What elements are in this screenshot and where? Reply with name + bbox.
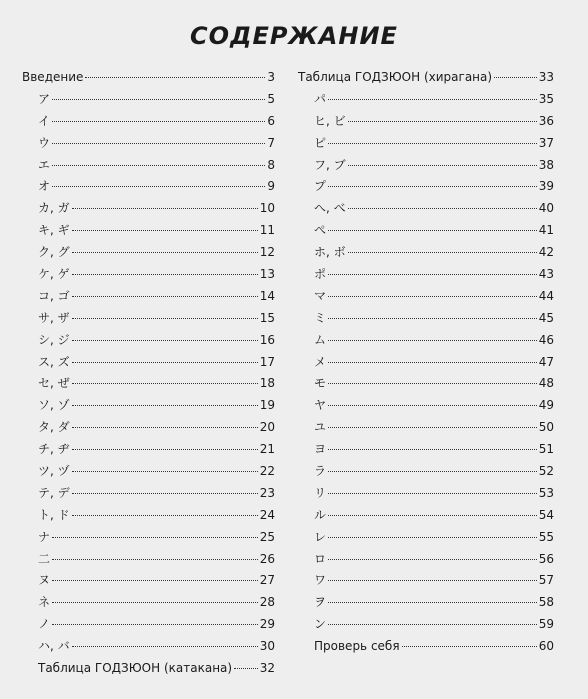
toc-entry-page: 45 [538, 310, 554, 325]
toc-entry [22, 286, 275, 308]
toc-entry [298, 264, 554, 286]
toc-entry-page: 55 [538, 529, 554, 544]
toc-entry [22, 592, 275, 614]
toc-entry-page: 18 [259, 376, 275, 391]
toc-entry-page: 3 [267, 70, 275, 84]
dot-leader [52, 624, 258, 625]
dot-leader [348, 208, 537, 209]
toc-entry-label: ワ [314, 573, 327, 588]
toc-entry-label: モ [314, 376, 327, 391]
dot-leader [328, 515, 537, 516]
dot-leader [52, 559, 258, 560]
dot-leader [72, 449, 258, 450]
toc-entry-label: ソ, ゾ [38, 398, 70, 413]
dot-leader [72, 471, 258, 472]
toc-entry-label: シ, ジ [38, 332, 70, 347]
toc-entry-page: 40 [538, 201, 554, 216]
toc-entry [298, 549, 554, 571]
dot-leader [348, 165, 537, 166]
toc-entry-label: プ [314, 179, 327, 194]
toc-entry-page: 51 [538, 442, 554, 457]
toc-entry-label: Таблица ГОДЗЮОН (хирагана) [298, 70, 493, 84]
toc-entry-page: 29 [259, 617, 275, 632]
toc-entry-page: 24 [259, 507, 275, 522]
dot-leader [328, 318, 537, 319]
toc-entry-label: ヲ [314, 595, 327, 610]
toc-entry [298, 286, 554, 308]
toc-entry-label: ス, ズ [38, 354, 70, 369]
toc-entry-page: 15 [259, 310, 275, 325]
toc-entry-label: ウ [38, 135, 51, 150]
dot-leader [72, 646, 258, 647]
toc-entry [298, 155, 554, 177]
dot-leader [328, 493, 537, 494]
toc-entry-label: フ, ブ [314, 157, 346, 172]
dot-leader [328, 471, 537, 472]
toc-entry [22, 570, 275, 592]
toc-entry-label: ア [38, 91, 51, 106]
toc-entry [22, 417, 275, 439]
toc-entry [22, 133, 275, 155]
toc-entry-page: 9 [267, 179, 275, 194]
dot-leader [328, 99, 537, 100]
dot-leader [72, 274, 258, 275]
toc-entry-page: 13 [259, 267, 275, 282]
dot-leader [52, 537, 258, 538]
toc-entry [22, 527, 275, 549]
toc-entry [22, 636, 275, 658]
dot-leader [328, 274, 537, 275]
dot-leader [348, 252, 537, 253]
dot-leader [328, 537, 537, 538]
toc-entry-label: ヨ [314, 442, 327, 457]
toc-entry-label: メ [314, 354, 327, 369]
dot-leader [72, 427, 258, 428]
toc-entry [298, 198, 554, 220]
toc-entry [22, 461, 275, 483]
dot-leader [494, 77, 537, 78]
toc-entry-label: ピ [314, 135, 327, 150]
toc-entry-label: ル [314, 507, 327, 522]
toc-entry [298, 373, 554, 395]
toc-entry-label: ン [314, 617, 327, 632]
toc-entry [298, 67, 554, 89]
toc-entry [22, 308, 275, 330]
toc-left-column [22, 67, 275, 680]
toc-entry [22, 395, 275, 417]
toc-entry-page: 12 [259, 245, 275, 260]
toc-entry-label: ヌ [38, 573, 51, 588]
toc-entry [298, 330, 554, 352]
dot-leader [85, 77, 265, 78]
toc-entry [298, 570, 554, 592]
dot-leader [72, 405, 258, 406]
toc-entry-label: Проверь себя [314, 639, 400, 654]
toc-entry-page: 46 [538, 332, 554, 347]
toc-entry [22, 505, 275, 527]
dot-leader [72, 362, 258, 363]
toc-entry [298, 505, 554, 527]
toc-entry-page: 5 [267, 91, 275, 106]
toc-entry-page: 21 [259, 442, 275, 457]
toc-entry [22, 614, 275, 636]
toc-entry-page: 58 [538, 595, 554, 610]
toc-entry-label: テ, デ [38, 485, 70, 500]
toc-entry-page: 60 [538, 639, 554, 654]
toc-entry [22, 373, 275, 395]
toc-entry-page: 27 [259, 573, 275, 588]
toc-entry-page: 25 [259, 529, 275, 544]
dot-leader [328, 340, 537, 341]
toc-entry-label: Введение [22, 70, 84, 84]
dot-leader [328, 405, 537, 406]
toc-entry [22, 198, 275, 220]
toc-entry-page: 10 [259, 201, 275, 216]
toc-entry [22, 352, 275, 374]
toc-entry-page: 52 [538, 464, 554, 479]
toc-entry-label: パ [314, 91, 327, 106]
dot-leader [328, 186, 537, 187]
toc-entry-page: 6 [267, 113, 275, 128]
dot-leader [328, 427, 537, 428]
toc-entry-page: 23 [259, 485, 275, 500]
toc-entry-page: 47 [538, 354, 554, 369]
toc-entry-page: 22 [259, 464, 275, 479]
toc-entry-page: 36 [538, 113, 554, 128]
dot-leader [328, 383, 537, 384]
toc-entry-page: 20 [259, 420, 275, 435]
dot-leader [328, 580, 537, 581]
toc-entry [298, 89, 554, 111]
toc-entry-page: 56 [538, 551, 554, 566]
toc-entry-label: ホ, ボ [314, 245, 346, 260]
toc-entry-page: 14 [259, 288, 275, 303]
toc-entry [22, 483, 275, 505]
toc-entry [298, 220, 554, 242]
toc-entry-label: サ, ザ [38, 310, 70, 325]
toc-entry-label: ラ [314, 464, 327, 479]
dot-leader [52, 186, 265, 187]
dot-leader [52, 165, 265, 166]
toc-entry-page: 17 [259, 354, 275, 369]
toc-entry [22, 264, 275, 286]
dot-leader [52, 143, 265, 144]
toc-entry-page: 48 [538, 376, 554, 391]
toc-entry-page: 19 [259, 398, 275, 413]
toc-entry-label: ヤ [314, 398, 327, 413]
toc-entry [298, 636, 554, 658]
toc-entry-page: 39 [538, 179, 554, 194]
dot-leader [72, 230, 258, 231]
toc-entry [22, 658, 275, 680]
dot-leader [234, 668, 258, 669]
toc-entry-page: 43 [538, 267, 554, 282]
toc-entry [298, 352, 554, 374]
toc-entry-label: ミ [314, 310, 327, 325]
toc-right-column [298, 67, 554, 658]
dot-leader [52, 121, 265, 122]
toc-entry [22, 67, 275, 89]
toc-entry [298, 242, 554, 264]
toc-entry-label: ぺ [314, 223, 327, 238]
toc-entry-label: ロ [314, 551, 327, 566]
dot-leader [328, 559, 537, 560]
toc-entry-label: ト, ド [38, 507, 70, 522]
toc-entry-page: 57 [538, 573, 554, 588]
toc-entry-page: 32 [259, 661, 275, 676]
dot-leader [72, 296, 258, 297]
dot-leader [52, 602, 258, 603]
dot-leader [52, 580, 258, 581]
toc-entry-label: イ [38, 113, 51, 128]
toc-entry-page: 42 [538, 245, 554, 260]
toc-entry [298, 483, 554, 505]
toc-entry [22, 89, 275, 111]
toc-entry-page: 26 [259, 551, 275, 566]
toc-entry-page: 30 [259, 639, 275, 654]
dot-leader [72, 318, 258, 319]
toc-entry-page: 37 [538, 135, 554, 150]
dot-leader [72, 515, 258, 516]
toc-entry [22, 439, 275, 461]
toc-entry-page: 38 [538, 157, 554, 172]
toc-entry [22, 220, 275, 242]
toc-entry-page: 28 [259, 595, 275, 610]
toc-entry-label: ポ [314, 267, 327, 282]
toc-entry-page: 16 [259, 332, 275, 347]
dot-leader [72, 383, 258, 384]
toc-entry [22, 111, 275, 133]
toc-entry-label: レ [314, 529, 327, 544]
toc-entry [22, 242, 275, 264]
page-title: СОДЕРЖАНИЕ [190, 22, 398, 50]
dot-leader [328, 624, 537, 625]
toc-entry-page: 11 [259, 223, 275, 238]
toc-entry-page: 44 [538, 288, 554, 303]
toc-entry [298, 111, 554, 133]
toc-entry [298, 176, 554, 198]
toc-entry-label: オ [38, 179, 51, 194]
toc-entry-page: 50 [538, 420, 554, 435]
dot-leader [328, 362, 537, 363]
toc-entry-label: へ, べ [314, 201, 346, 216]
toc-entry [298, 461, 554, 483]
toc-entry [298, 439, 554, 461]
toc-entry-label: ネ [38, 595, 51, 610]
toc-entry-label: ナ [38, 529, 51, 544]
toc-entry-label: ツ, ヅ [38, 464, 70, 479]
toc-entry [22, 176, 275, 198]
toc-entry-label: カ, ガ [38, 201, 70, 216]
toc-entry-page: 59 [538, 617, 554, 632]
toc-entry-label: ケ, ゲ [38, 267, 70, 282]
toc-entry-label: ム [314, 332, 327, 347]
toc-entry-label: マ [314, 288, 327, 303]
toc-entry-label: 二 [38, 551, 51, 566]
dot-leader [328, 143, 537, 144]
dot-leader [72, 340, 258, 341]
toc-entry [22, 155, 275, 177]
dot-leader [52, 99, 265, 100]
toc-entry [22, 330, 275, 352]
dot-leader [402, 646, 537, 647]
toc-entry-page: 35 [538, 91, 554, 106]
toc-entry-label: キ, ギ [38, 223, 70, 238]
dot-leader [328, 602, 537, 603]
dot-leader [72, 493, 258, 494]
dot-leader [72, 208, 258, 209]
toc-entry-page: 53 [538, 485, 554, 500]
toc-entry-label: ユ [314, 420, 327, 435]
toc-entry-label: セ, ぜ [38, 376, 70, 391]
toc-entry-label: ク, グ [38, 245, 70, 260]
toc-entry-page: 8 [267, 157, 275, 172]
toc-entry-label: ヒ, ビ [314, 113, 346, 128]
toc-entry [298, 308, 554, 330]
toc-entry [22, 549, 275, 571]
toc-entry [298, 527, 554, 549]
toc-entry-label: コ, ゴ [38, 288, 70, 303]
toc-entry-page: 7 [267, 135, 275, 150]
dot-leader [348, 121, 537, 122]
toc-entry-label: ハ, バ [38, 639, 70, 654]
toc-entry-page: 33 [538, 70, 554, 84]
toc-entry-label: ノ [38, 617, 51, 632]
dot-leader [328, 296, 537, 297]
toc-entry [298, 133, 554, 155]
toc-entry [298, 395, 554, 417]
dot-leader [328, 449, 537, 450]
dot-leader [72, 252, 258, 253]
toc-entry-label: チ, ヂ [38, 442, 70, 457]
dot-leader [328, 230, 537, 231]
toc-entry-page: 41 [538, 223, 554, 238]
toc-entry [298, 592, 554, 614]
toc-entry [298, 417, 554, 439]
toc-entry-page: 54 [538, 507, 554, 522]
toc-entry-page: 49 [538, 398, 554, 413]
toc-entry-label: タ, ダ [38, 420, 70, 435]
toc-entry-label: Таблица ГОДЗЮОН (катакана) [38, 661, 233, 676]
toc-entry-label: リ [314, 485, 327, 500]
toc-entry [298, 614, 554, 636]
toc-entry-label: エ [38, 157, 51, 172]
